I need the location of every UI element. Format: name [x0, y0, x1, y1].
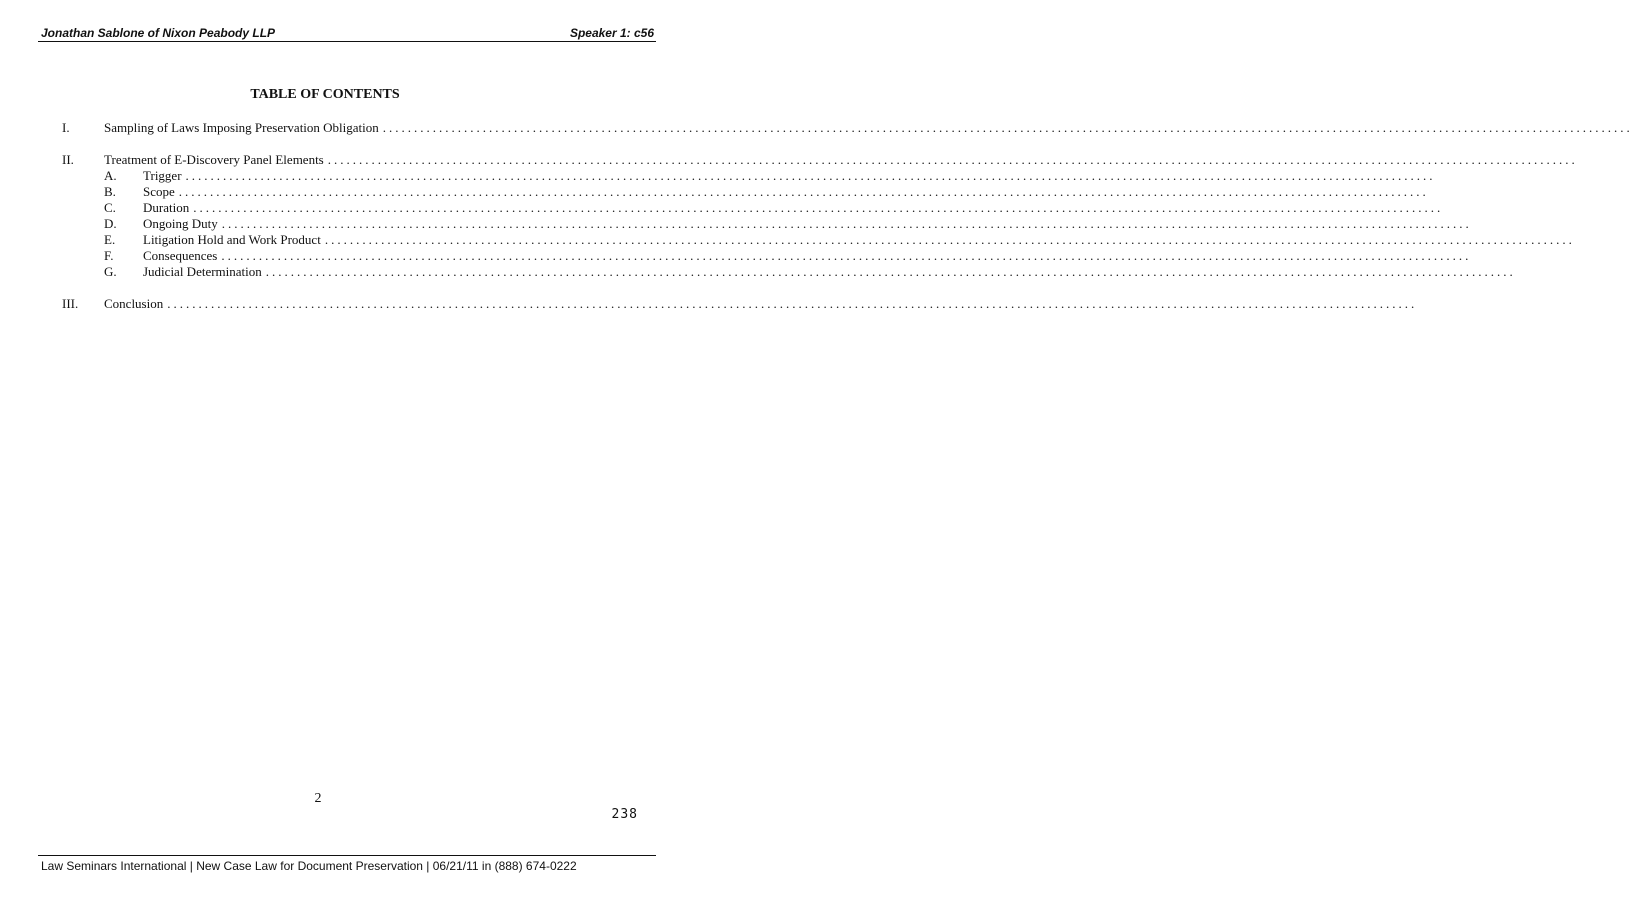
toc-entry [143, 200, 1444, 216]
toc-dot-leader: ........................................................................................................................................................................................................ [221, 248, 1472, 263]
header-author: Jonathan Sablone of Nixon Peabody LLP [41, 26, 276, 40]
toc-section-number: III. [62, 296, 79, 311]
toc-subsection-g [0, 264, 1516, 280]
toc-subsection-label: Scope [143, 184, 175, 199]
footer-rule [38, 855, 656, 856]
toc-subsection-letter: E. [104, 232, 116, 247]
toc-section-iii [0, 296, 1418, 312]
toc-subsection-d [0, 216, 1472, 232]
toc-section-label: Conclusion [104, 296, 164, 311]
toc-entry [143, 264, 1516, 280]
toc-subsection-letter: B. [104, 184, 116, 199]
toc-dot-leader: ........................................................................................................................................................................................................ [327, 152, 1578, 167]
footer-text: Law Seminars International | New Case Law for Document Preservation | 06/21/11 in (888) 674-0222 [41, 859, 577, 873]
toc-entry [104, 296, 1418, 312]
toc-section-ii [0, 152, 1578, 168]
toc-subsection-c [0, 200, 1444, 216]
toc-section-label: Sampling of Laws Imposing Preservation Obligation [104, 120, 379, 135]
toc-entry [143, 232, 1575, 248]
toc-subsection-letter: C. [104, 200, 116, 215]
toc-dot-leader: ........................................................................................................................................................................................................ [178, 184, 1429, 199]
toc-dot-leader: ........................................................................................................................................................................................................ [324, 232, 1575, 247]
toc-subsection-label: Duration [143, 200, 190, 215]
toc-entry [143, 248, 1472, 264]
toc-entry [104, 152, 1578, 168]
toc-subsection-a [0, 168, 1436, 184]
toc-subsection-label: Judicial Determination [143, 264, 262, 279]
toc-entry [143, 168, 1436, 184]
toc-subsection-e [0, 232, 1575, 248]
toc-section-label: Treatment of E-Discovery Panel Elements [104, 152, 324, 167]
toc-entry [143, 184, 1429, 200]
toc-entry [104, 120, 1633, 136]
toc-subsection-letter: D. [104, 216, 117, 231]
toc-section-number: II. [62, 152, 74, 167]
toc-subsection-label: Litigation Hold and Work Product [143, 232, 321, 247]
toc-title: TABLE OF CONTENTS [250, 87, 400, 102]
toc-subsection-letter: A. [104, 168, 117, 183]
bates-number: 238 [611, 807, 638, 822]
toc-subsection-b [0, 184, 1429, 200]
toc-entry [143, 216, 1472, 232]
toc-dot-leader: ........................................................................................................................................................................................................ [167, 296, 1418, 311]
toc-subsection-f [0, 248, 1472, 264]
toc-dot-leader: ........................................................................................................................................................................................................ [265, 264, 1516, 279]
toc-section-i [0, 120, 1633, 136]
toc-dot-leader: ........................................................................................................................................................................................................ [193, 200, 1444, 215]
toc-section-number: I. [62, 120, 70, 135]
toc-subsection-label: Consequences [143, 248, 218, 263]
toc-subsection-letter: G. [104, 264, 117, 279]
toc-subsection-label: Ongoing Duty [143, 216, 218, 231]
toc-subsection-letter: F. [104, 248, 114, 263]
toc-subsection-label: Trigger [143, 168, 182, 183]
toc-dot-leader: ........................................................................................................................................................................................................ [185, 168, 1436, 183]
header-rule [38, 41, 656, 42]
page-number: 2 [314, 791, 322, 806]
header-speaker: Speaker 1: c56 [569, 26, 654, 40]
toc-dot-leader: ........................................................................................................................................................................................................ [221, 216, 1472, 231]
toc-dot-leader: ........................................................................................................................................................................................................ [382, 120, 1633, 135]
